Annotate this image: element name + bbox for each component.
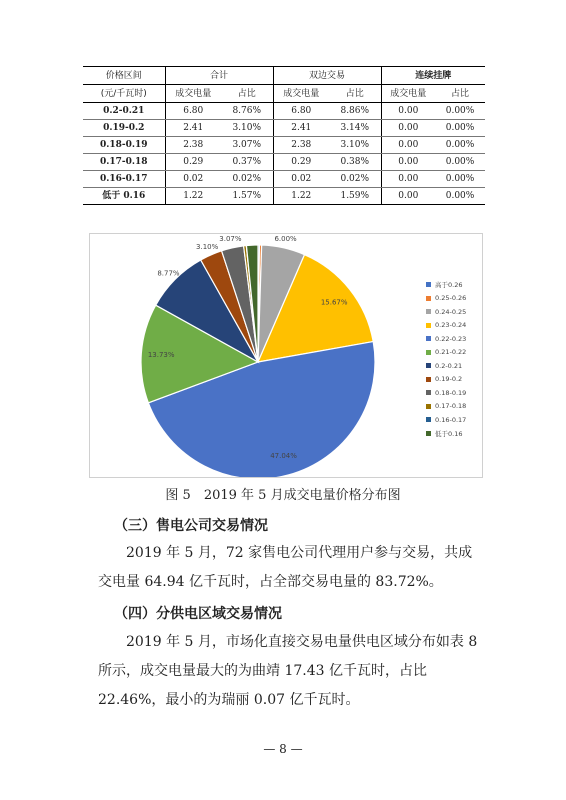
legend-item bbox=[426, 359, 466, 373]
legend-label: 0.18-0.19 bbox=[435, 388, 467, 397]
legend-label: 低于0.16 bbox=[435, 429, 463, 438]
table-cell: 0.00 bbox=[381, 188, 435, 205]
data-label: 6.00% bbox=[274, 235, 297, 244]
section3-heading: （三）售电公司交易情况 bbox=[114, 518, 268, 534]
legend-item bbox=[426, 373, 466, 387]
table-cell: 1.22 bbox=[273, 188, 329, 205]
table-row bbox=[83, 137, 485, 154]
legend-label: 0.17-0.18 bbox=[435, 402, 467, 411]
legend-item bbox=[426, 386, 466, 400]
legend-swatch bbox=[426, 336, 431, 341]
table-cell: 1.59% bbox=[329, 188, 381, 205]
legend-swatch bbox=[426, 323, 431, 328]
legend-item bbox=[426, 427, 466, 441]
group-header-bilateral: 双边交易 bbox=[273, 67, 381, 85]
legend-label: 0.23-0.24 bbox=[435, 321, 467, 330]
legend-swatch bbox=[426, 309, 431, 314]
price-range-unit: (元/千瓦时) bbox=[83, 85, 165, 103]
section4-text: 2019 年 5 月，市场化直接交易电量供电区域分布如表 8 所示，成交电量最大的为曲靖 17.43 亿千瓦时，占比 22.46%，最小的为瑞丽 0.07 亿千瓦时。 bbox=[98, 634, 478, 708]
page-number: — 8 — bbox=[263, 742, 303, 756]
table-row bbox=[83, 154, 485, 171]
table-cell: 0.00% bbox=[435, 137, 485, 154]
table-cell: 1.22 bbox=[165, 188, 221, 205]
figure-caption: 图 5 2019 年 5 月成交电量价格分布图 bbox=[165, 488, 401, 503]
table-cell: 0.02 bbox=[273, 171, 329, 188]
data-label: 3.07% bbox=[219, 235, 242, 244]
section3-text: 2019 年 5 月，72 家售电公司代理用户参与交易，共成交电量 64.94 亿千瓦时，占全部交易电量的 83.72%。 bbox=[98, 545, 473, 590]
table-cell: 0.00% bbox=[435, 154, 485, 171]
legend-item bbox=[426, 346, 466, 360]
price-range-cell: 0.17-0.18 bbox=[83, 154, 165, 171]
legend-label: 0.21-0.22 bbox=[435, 348, 467, 357]
subheader: 占比 bbox=[435, 85, 485, 103]
legend-item bbox=[426, 400, 466, 414]
legend-swatch bbox=[426, 377, 431, 382]
legend-swatch bbox=[426, 404, 431, 409]
chart-legend bbox=[426, 278, 466, 440]
price-range-cell: 低于 0.16 bbox=[83, 188, 165, 205]
legend-item bbox=[426, 319, 466, 333]
table-cell: 1.57% bbox=[221, 188, 273, 205]
legend-label: 0.16-0.17 bbox=[435, 415, 467, 424]
table-cell: 0.37% bbox=[221, 154, 273, 171]
legend-item bbox=[426, 413, 466, 427]
table-cell: 0.00 bbox=[381, 120, 435, 137]
legend-swatch bbox=[426, 282, 431, 287]
table-cell: 3.10% bbox=[329, 137, 381, 154]
data-label: 15.67% bbox=[320, 298, 348, 307]
legend-item bbox=[426, 278, 466, 292]
legend-item bbox=[426, 332, 466, 346]
table-cell: 3.07% bbox=[221, 137, 273, 154]
table-cell: 0.00 bbox=[381, 171, 435, 188]
legend-item bbox=[426, 305, 466, 319]
subheader: 成交电量 bbox=[165, 85, 221, 103]
legend-swatch bbox=[426, 350, 431, 355]
subheader: 成交电量 bbox=[381, 85, 435, 103]
table-row bbox=[83, 120, 485, 137]
legend-label: 0.25-0.26 bbox=[435, 294, 467, 303]
table-cell: 0.02% bbox=[329, 171, 381, 188]
table-cell: 0.38% bbox=[329, 154, 381, 171]
legend-swatch bbox=[426, 390, 431, 395]
section4-heading: （四）分供电区域交易情况 bbox=[114, 606, 282, 622]
subheader: 占比 bbox=[221, 85, 273, 103]
table-cell: 2.41 bbox=[273, 120, 329, 137]
group-header-continuous: 连续挂牌 bbox=[381, 67, 485, 85]
table-cell: 6.80 bbox=[273, 103, 329, 120]
table-cell: 0.02 bbox=[165, 171, 221, 188]
table-cell: 0.29 bbox=[165, 154, 221, 171]
table-cell: 8.76% bbox=[221, 103, 273, 120]
price-range-cell: 0.19-0.2 bbox=[83, 120, 165, 137]
subheader: 占比 bbox=[329, 85, 381, 103]
table-cell: 6.80 bbox=[165, 103, 221, 120]
table-row bbox=[83, 103, 485, 120]
legend-swatch bbox=[426, 417, 431, 422]
price-range-table bbox=[83, 66, 485, 205]
price-range-cell: 0.2-0.21 bbox=[83, 103, 165, 120]
legend-label: 0.19-0.2 bbox=[435, 375, 463, 384]
legend-label: 高于0.26 bbox=[435, 281, 463, 290]
table-cell: 0.00 bbox=[381, 137, 435, 154]
price-range-cell: 0.18-0.19 bbox=[83, 137, 165, 154]
table-row bbox=[83, 171, 485, 188]
data-label: 13.73% bbox=[147, 351, 175, 360]
data-label: 3.10% bbox=[196, 242, 219, 251]
data-label: 8.77% bbox=[157, 269, 180, 278]
subheader: 成交电量 bbox=[273, 85, 329, 103]
table-row bbox=[83, 188, 485, 205]
table-cell: 2.41 bbox=[165, 120, 221, 137]
table-cell: 0.00 bbox=[381, 154, 435, 171]
table-cell: 3.14% bbox=[329, 120, 381, 137]
legend-item bbox=[426, 292, 466, 306]
group-header-total: 合计 bbox=[165, 67, 273, 85]
table-cell: 0.00% bbox=[435, 103, 485, 120]
table-cell: 2.38 bbox=[165, 137, 221, 154]
legend-label: 0.22-0.23 bbox=[435, 334, 467, 343]
legend-label: 0.24-0.25 bbox=[435, 307, 467, 316]
price-range-cell: 0.16-0.17 bbox=[83, 171, 165, 188]
table-cell: 0.00 bbox=[381, 103, 435, 120]
pie-chart bbox=[89, 233, 483, 478]
table-cell: 0.02% bbox=[221, 171, 273, 188]
legend-swatch bbox=[426, 431, 431, 436]
table-cell: 3.10% bbox=[221, 120, 273, 137]
data-label: 47.04% bbox=[270, 452, 297, 461]
table-cell: 0.00% bbox=[435, 188, 485, 205]
table-cell: 0.00% bbox=[435, 171, 485, 188]
table-cell: 2.38 bbox=[273, 137, 329, 154]
legend-label: 0.2-0.21 bbox=[435, 361, 463, 370]
legend-swatch bbox=[426, 296, 431, 301]
legend-swatch bbox=[426, 363, 431, 368]
pie-chart-svg bbox=[90, 234, 482, 477]
table-cell: 8.86% bbox=[329, 103, 381, 120]
table-cell: 0.00% bbox=[435, 120, 485, 137]
price-range-header: 价格区间 bbox=[83, 67, 165, 85]
table-cell: 0.29 bbox=[273, 154, 329, 171]
